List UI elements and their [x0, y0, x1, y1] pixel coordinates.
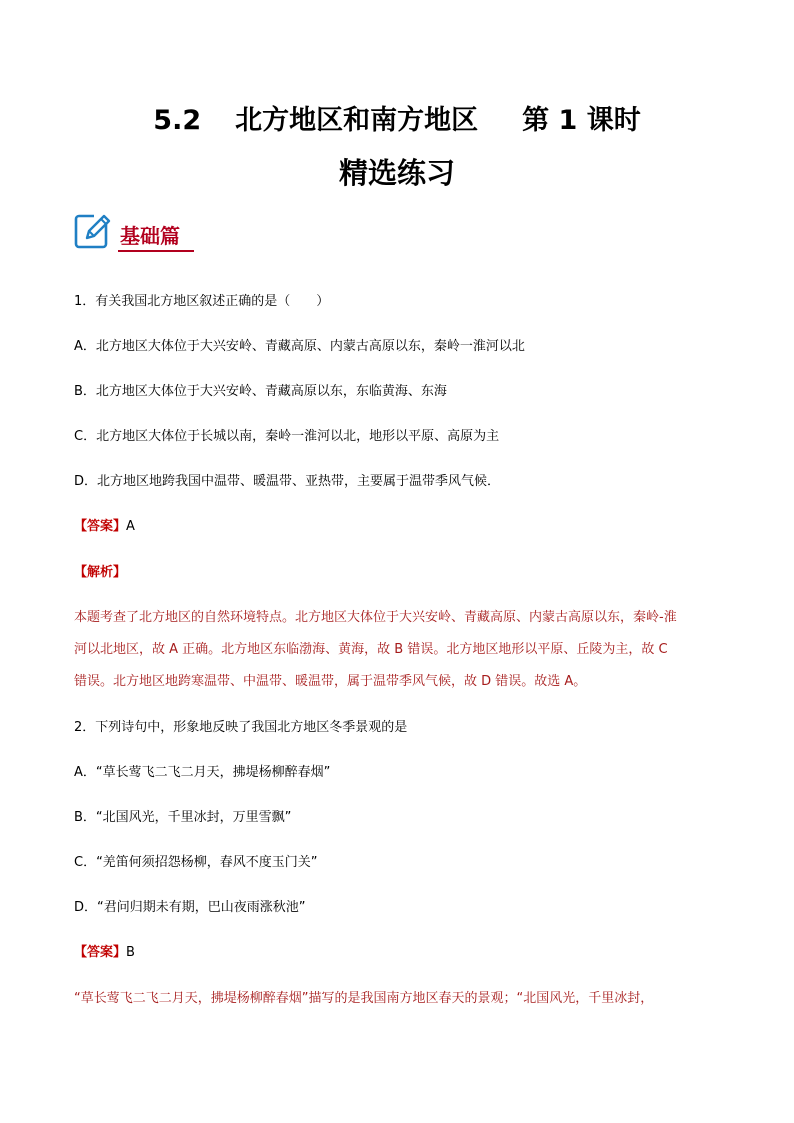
title-lesson-number: 5.2 [153, 105, 202, 136]
q2-stem: 2．下列诗句中，形象地反映了我国北方地区冬季景观的是 [74, 720, 408, 735]
q1-analysis-heading [74, 561, 126, 580]
q2-option-d: D．“君问归期未有期，巴山夜雨涨秋池” [74, 900, 306, 915]
edit-pencil-icon [74, 212, 112, 250]
page-subtitle: 精选练习 [338, 156, 455, 190]
q2-answer-label: 【答案】 [74, 945, 127, 960]
section-underline [118, 250, 194, 252]
q1-answer-value: A [126, 519, 135, 534]
q1-analysis-label: 【解析】 [74, 565, 127, 580]
q1-answer-label: 【答案】 [74, 519, 127, 534]
q2-answer-value: B [126, 945, 135, 960]
q1-analysis-line: 河以北地区，故 A 正确。北方地区东临渤海、黄海，故 B 错误。北方地区地形以平原、丘陵为主，故 C [74, 642, 668, 657]
q1-analysis-line: 本题考查了北方地区的自然环境特点。北方地区大体位于大兴安岭、青藏高原、内蒙古高原以东，秦岭-淮 [74, 610, 677, 625]
q2-option-a: A．“草长莺飞二飞二月天，拂堤杨柳醉春烟” [74, 765, 331, 780]
q1-option-c: C．北方地区大体位于长城以南，秦岭一淮河以北，地形以平原、高原为主 [74, 429, 500, 444]
q1-option-a: A．北方地区大体位于大兴安岭、青藏高原、内蒙古高原以东，秦岭一淮河以北 [74, 339, 525, 354]
q1-option-b: B．北方地区大体位于大兴安岭、青藏高原以东，东临黄海、东海 [74, 384, 447, 399]
page-title [0, 98, 794, 137]
section-header [74, 212, 214, 258]
title-period: 第 1 课时 [522, 105, 641, 136]
section-label: 基础篇 [120, 224, 180, 248]
q1-option-d: D．北方地区地跨我国中温带、暖温带、亚热带，主要属于温带季风气候． [74, 474, 501, 489]
q2-option-c: C．“羌笛何须招怨杨柳，春风不度玉门关” [74, 855, 318, 870]
q2-analysis-line: “草长莺飞二飞二月天，拂堤杨柳醉春烟”描写的是我国南方地区春天的景观；“北国风光，千里冰封， [74, 991, 654, 1006]
title-topic: 北方地区和南方地区 [235, 105, 479, 136]
q2-option-b: B．“北国风光，千里冰封，万里雪飘” [74, 810, 292, 825]
q1-answer [74, 515, 135, 534]
q1-stem: 1．有关我国北方地区叙述正确的是（ ） [74, 294, 330, 309]
q2-answer [74, 941, 135, 960]
q1-analysis-line: 错误。北方地区地跨寒温带、中温带、暖温带，属于温带季风气候，故 D 错误。故选 A。 [74, 674, 587, 689]
